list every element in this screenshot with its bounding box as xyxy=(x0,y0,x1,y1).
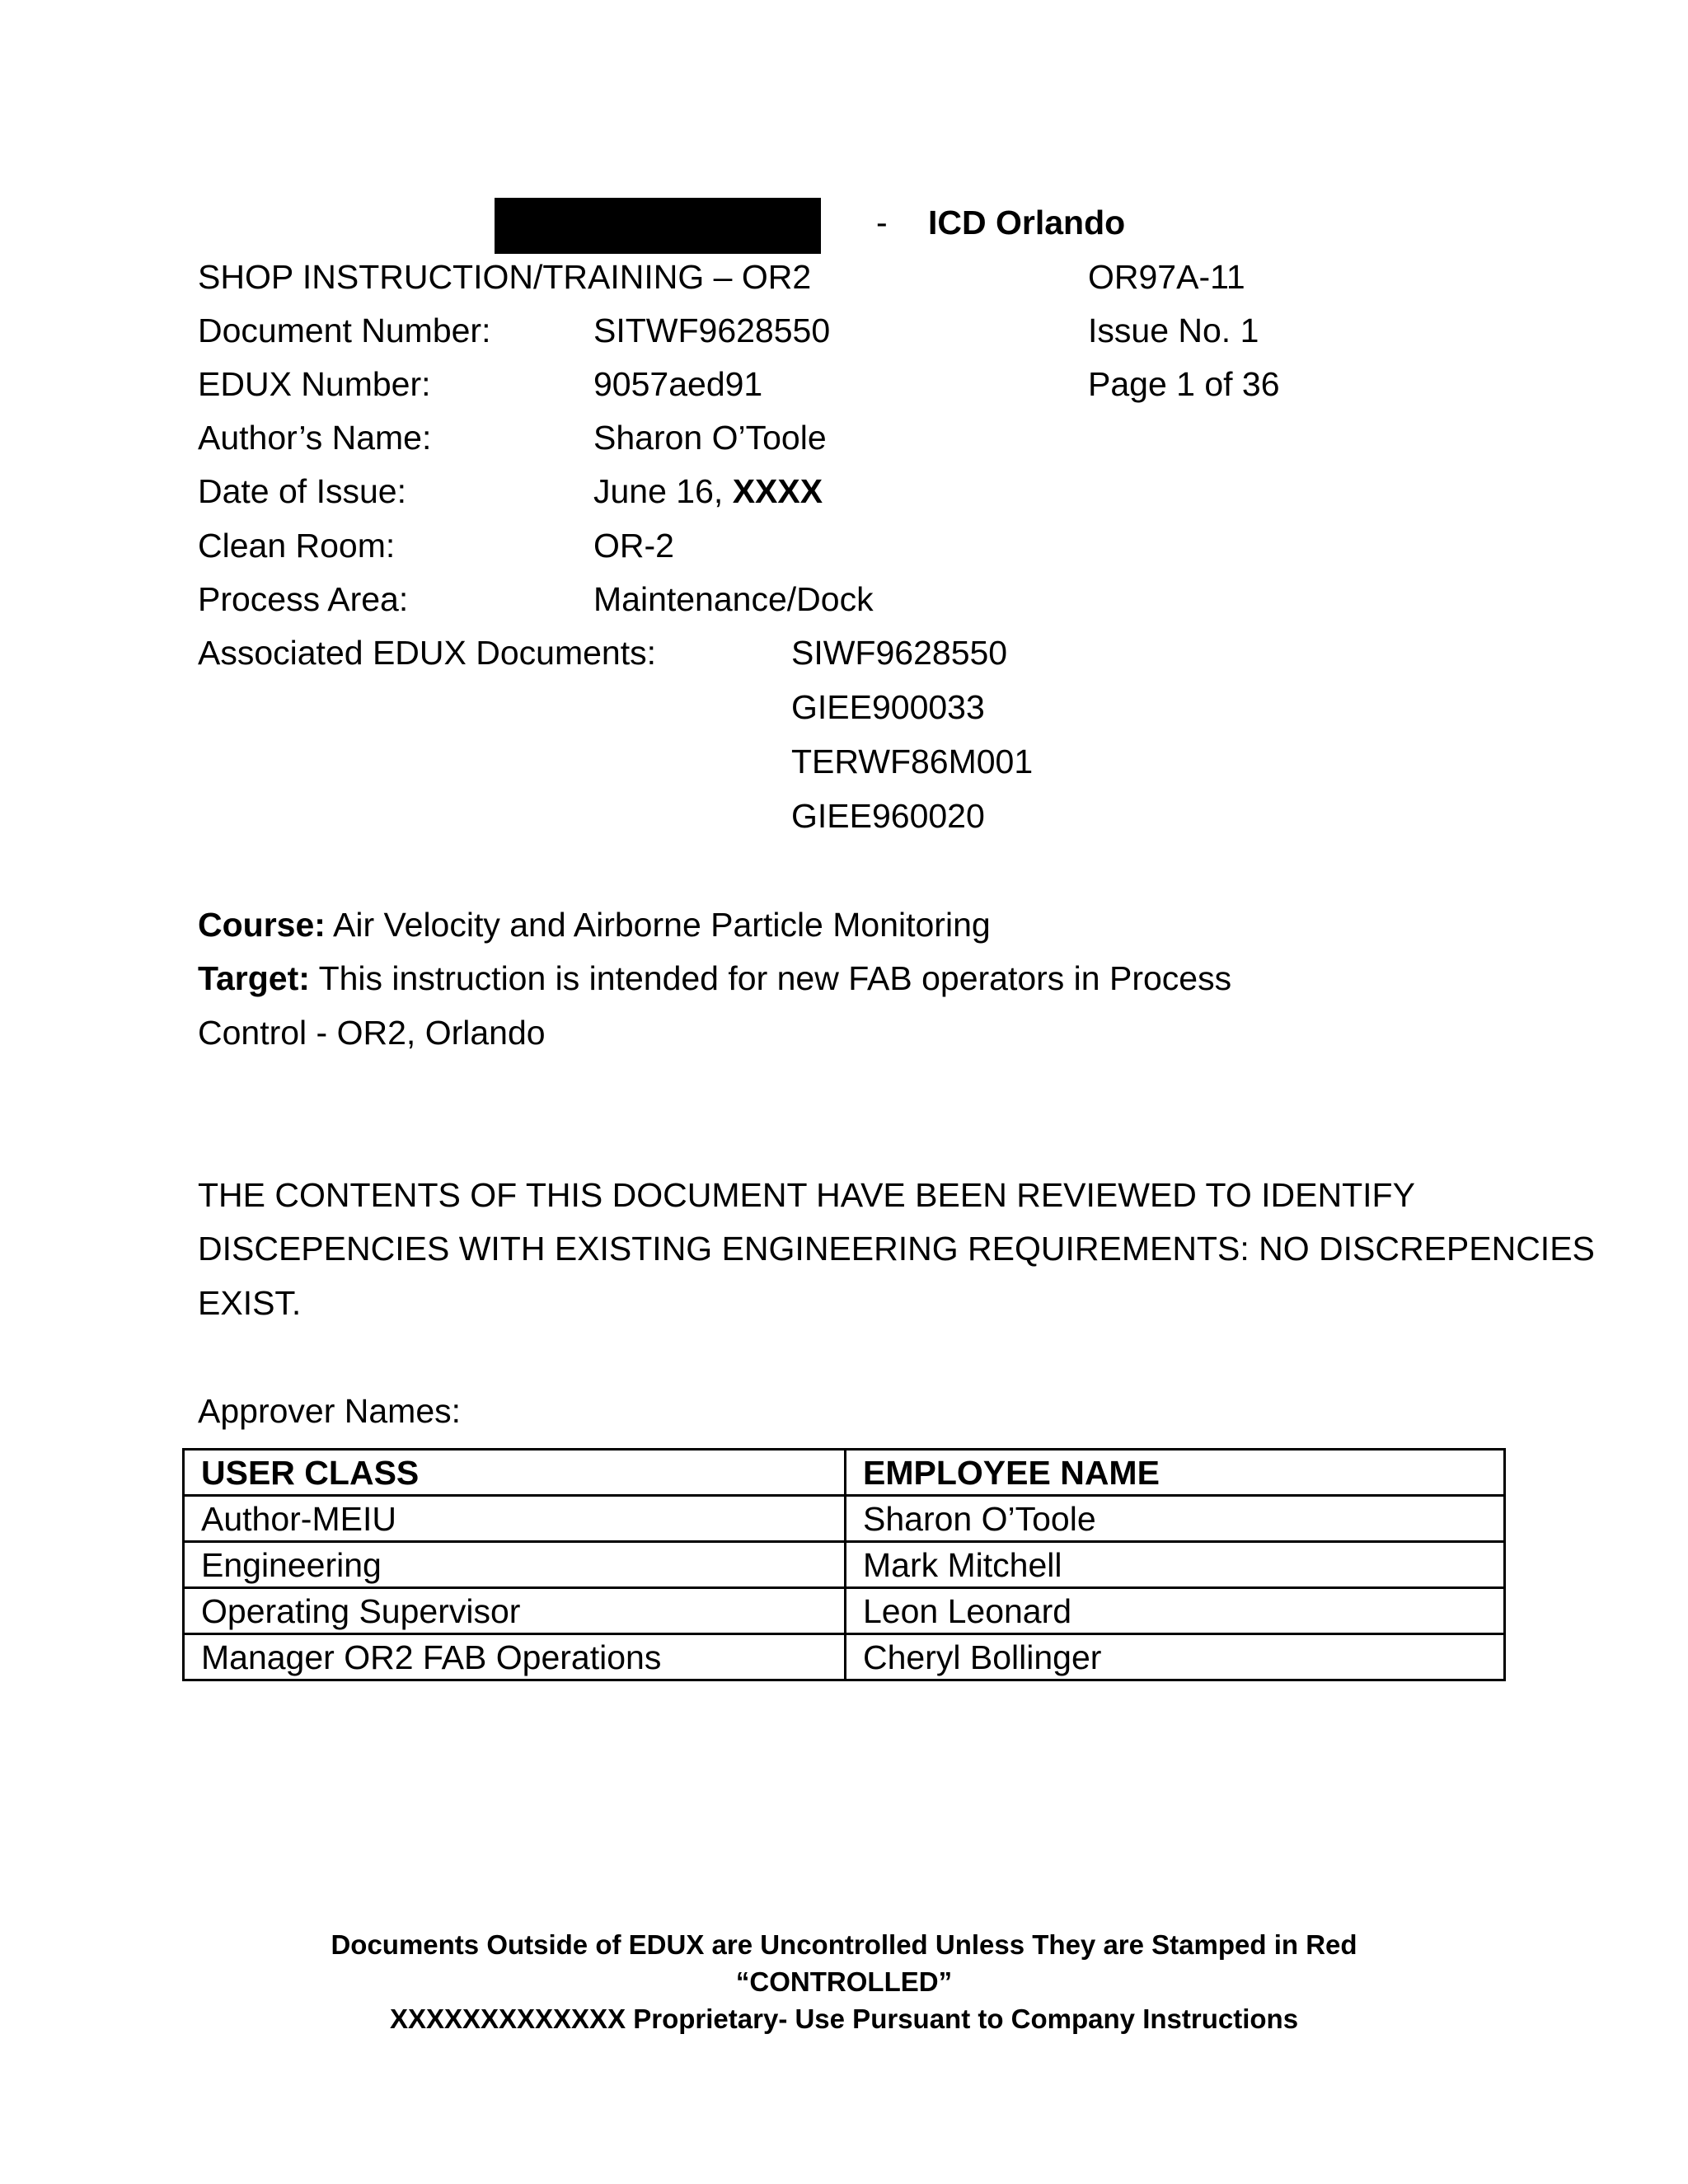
associated-doc-item: GIEE960020 xyxy=(791,797,985,835)
course-value: Air Velocity and Airborne Particle Monitoring xyxy=(325,906,991,944)
user-class-cell: Operating Supervisor xyxy=(184,1588,846,1634)
footer-line-1: Documents Outside of EDUX are Uncontrolled Unless They are Stamped in Red xyxy=(331,1929,1357,1960)
doc-title: SHOP INSTRUCTION/TRAINING – OR2 xyxy=(198,258,812,296)
table-header-row xyxy=(184,1450,1505,1496)
table-row xyxy=(184,1634,1505,1680)
clean-room-value: OR-2 xyxy=(593,527,674,565)
notice-line-1: THE CONTENTS OF THIS DOCUMENT HAVE BEEN REVIEWED TO IDENTIFY xyxy=(198,1176,1415,1214)
process-area-label: Process Area: xyxy=(198,580,409,618)
header-site: ICD Orlando xyxy=(928,204,1126,241)
page-number: Page 1 of 36 xyxy=(1088,365,1280,403)
table-row xyxy=(184,1542,1505,1588)
column-header-employee-name: EMPLOYEE NAME xyxy=(846,1450,1505,1496)
clean-room-label: Clean Room: xyxy=(198,527,396,565)
issue-number: Issue No. 1 xyxy=(1088,312,1259,349)
doc-number-label: Document Number: xyxy=(198,312,491,349)
author-value: Sharon O’Toole xyxy=(593,419,827,457)
notice-line-2: DISCEPENCIES WITH EXISTING ENGINEERING REQUIREMENTS: NO DISCREPENCIES xyxy=(198,1230,1595,1268)
header-separator: - xyxy=(876,204,888,241)
footer-line-2: “CONTROLLED” xyxy=(735,1966,953,1997)
target-line xyxy=(198,958,1231,999)
user-class-cell: Author-MEIU xyxy=(184,1496,846,1542)
footer-line-3: XXXXXXXXXXXXX Proprietary- Use Pursuant to Company Instructions xyxy=(389,2004,1299,2034)
author-label: Author’s Name: xyxy=(198,419,432,457)
approver-names-label: Approver Names: xyxy=(198,1392,462,1430)
user-class-cell: Engineering xyxy=(184,1542,846,1588)
doc-number-value: SITWF9628550 xyxy=(593,312,831,349)
user-class-cell: Manager OR2 FAB Operations xyxy=(184,1634,846,1680)
associated-doc-item: SIWF9628550 xyxy=(791,634,1008,672)
target-value: This instruction is intended for new FAB operators in Process xyxy=(309,959,1232,997)
process-area-value: Maintenance/Dock xyxy=(593,580,874,618)
employee-name-cell: Sharon O’Toole xyxy=(846,1496,1505,1542)
column-header-user-class: USER CLASS xyxy=(184,1450,846,1496)
redaction-block xyxy=(495,198,821,254)
date-value xyxy=(593,471,823,512)
approver-table xyxy=(182,1448,1506,1681)
associated-doc-item: TERWF86M001 xyxy=(791,743,1034,780)
course-label: Course: xyxy=(198,906,326,944)
edux-number-value: 9057aed91 xyxy=(593,365,763,403)
edux-number-label: EDUX Number: xyxy=(198,365,431,403)
date-month-day: June 16, xyxy=(593,472,733,510)
employee-name-cell: Leon Leonard xyxy=(846,1588,1505,1634)
associated-docs-label: Associated EDUX Documents: xyxy=(198,634,657,672)
course-line xyxy=(198,904,991,945)
date-year: XXXX xyxy=(732,472,823,510)
table-row xyxy=(184,1496,1505,1542)
doc-code: OR97A-11 xyxy=(1088,258,1245,296)
associated-doc-item: GIEE900033 xyxy=(791,688,985,726)
date-label: Date of Issue: xyxy=(198,472,406,510)
employee-name-cell: Mark Mitchell xyxy=(846,1542,1505,1588)
target-label: Target: xyxy=(198,959,310,997)
employee-name-cell: Cheryl Bollinger xyxy=(846,1634,1505,1680)
target-line-2: Control - OR2, Orlando xyxy=(198,1014,546,1052)
notice-line-3: EXIST. xyxy=(198,1284,302,1322)
table-row xyxy=(184,1588,1505,1634)
